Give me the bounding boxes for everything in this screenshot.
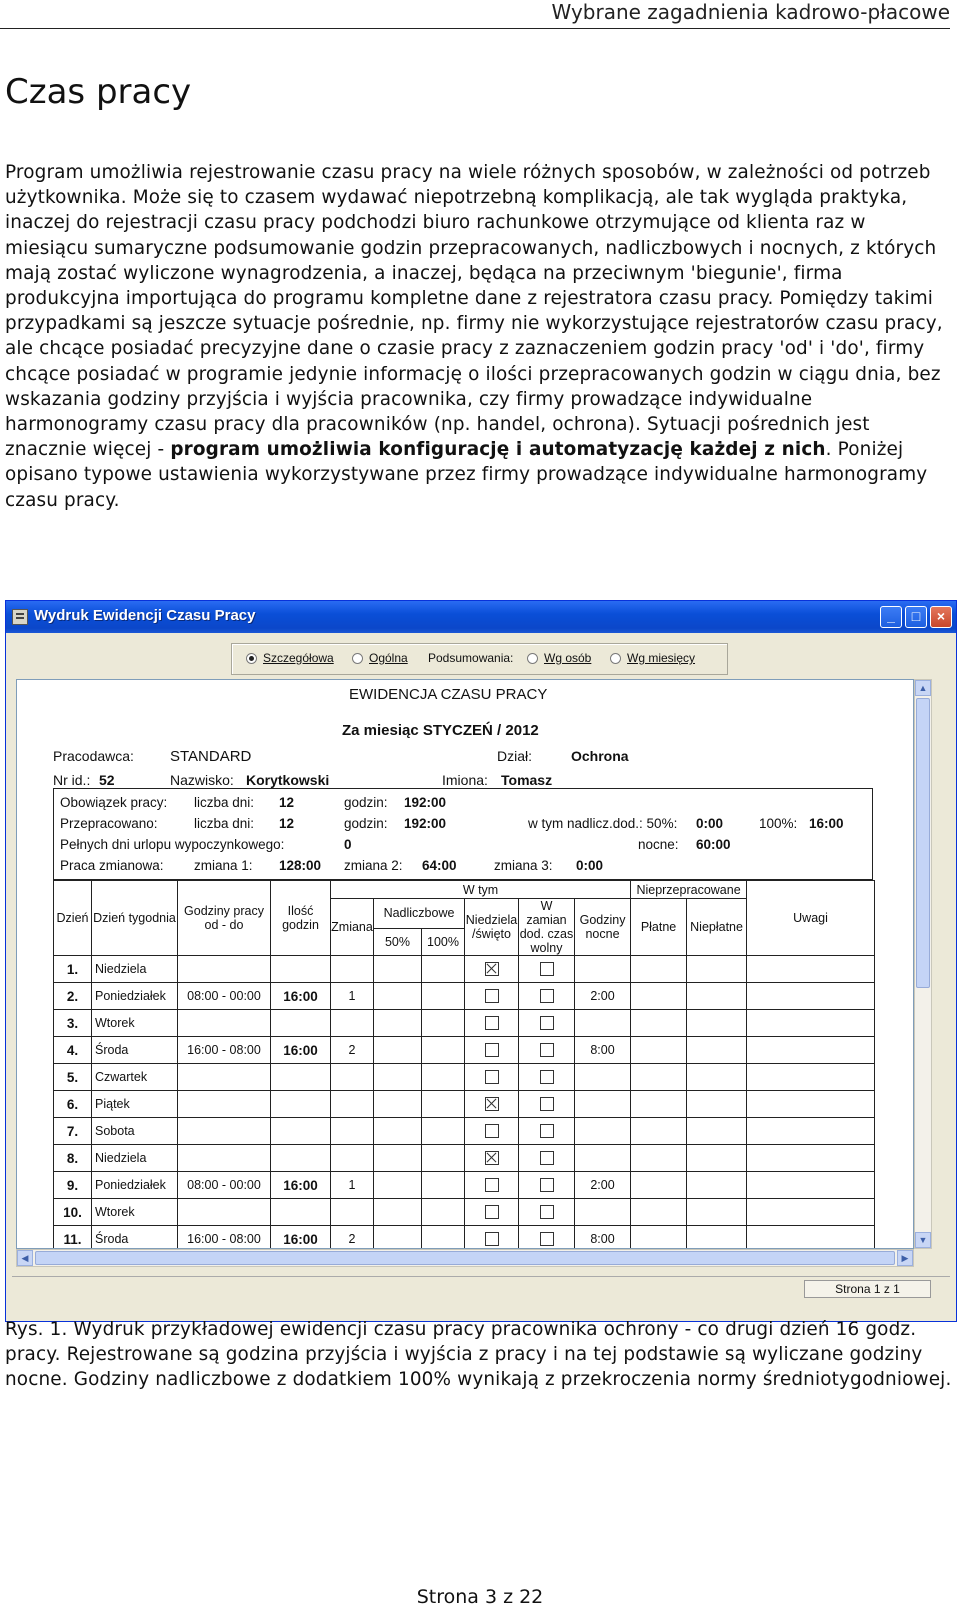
col-nieprzepracowane: Nieprzepracowane (631, 881, 747, 899)
col-godziny-pracy: Godziny pracy od - do (178, 881, 271, 956)
row-unpaid (687, 1145, 747, 1172)
radio-szczegolowa[interactable] (246, 653, 257, 664)
row-overtime-100 (422, 1064, 465, 1091)
col-w-tym: W tym (331, 881, 631, 899)
row-holiday-checkbox (465, 1037, 519, 1064)
row-paid (631, 1010, 687, 1037)
obowiazek-godzin-value: 192:00 (404, 795, 447, 810)
close-button[interactable]: × (930, 606, 952, 628)
row-free-time-checkbox (519, 1091, 575, 1118)
report-title: EWIDENCJA CZASU PRACY (349, 686, 548, 703)
row-free-time-checkbox (519, 1145, 575, 1172)
checked-box-icon (485, 1097, 499, 1111)
row-unpaid (687, 956, 747, 983)
row-night-hours: 2:00 (575, 1172, 631, 1199)
table-row (54, 1118, 875, 1145)
row-night-hours (575, 1091, 631, 1118)
nocne-label: nocne: (638, 837, 679, 852)
table-row (54, 956, 875, 983)
intro-text-2: . Poniżej opisano typowe ustawienia wykorzystywane przez firmy prowadzące indywidualne harmonogramy czasu pracy. (5, 439, 928, 511)
empty-box-icon (540, 1016, 554, 1030)
row-free-time-checkbox (519, 1010, 575, 1037)
vertical-scroll-thumb[interactable] (916, 698, 930, 988)
row-overtime-50 (374, 1199, 422, 1226)
row-shift: 1 (331, 1172, 374, 1199)
table-row (54, 1037, 875, 1064)
row-overtime-50 (374, 1118, 422, 1145)
row-free-time-checkbox (519, 1064, 575, 1091)
row-paid (631, 1064, 687, 1091)
row-day-of-week: Środa (92, 1226, 178, 1250)
row-free-time-checkbox (519, 983, 575, 1010)
row-paid (631, 1037, 687, 1064)
row-overtime-100 (422, 1226, 465, 1250)
intro-paragraph (5, 160, 950, 513)
row-night-hours (575, 1118, 631, 1145)
empty-box-icon (540, 1097, 554, 1111)
row-overtime-100 (422, 1145, 465, 1172)
row-hours-from-to (178, 1145, 271, 1172)
row-unpaid (687, 1010, 747, 1037)
row-free-time-checkbox (519, 1226, 575, 1250)
empty-box-icon (540, 1205, 554, 1219)
row-hours-from-to: 08:00 - 00:00 (178, 1172, 271, 1199)
option-szczegolowa-label[interactable]: Szczegółowa (263, 651, 334, 665)
col-godziny-nocne: Godziny nocne (575, 899, 631, 956)
row-shift (331, 1064, 374, 1091)
row-paid (631, 1172, 687, 1199)
summary-box (53, 788, 873, 880)
pracodawca-value: STANDARD (170, 748, 252, 765)
pracodawca-label: Pracodawca: (53, 748, 134, 764)
row-day-number: 4. (54, 1037, 92, 1064)
row-unpaid (687, 983, 747, 1010)
row-paid (631, 1226, 687, 1250)
row-holiday-checkbox (465, 1010, 519, 1037)
row-night-hours: 8:00 (575, 1226, 631, 1250)
row-holiday-checkbox (465, 983, 519, 1010)
row-notes (747, 1064, 875, 1091)
scroll-up-icon[interactable]: ▲ (915, 680, 931, 696)
minimize-button[interactable]: _ (880, 606, 902, 628)
row-unpaid (687, 1172, 747, 1199)
zmiana3-value: 0:00 (576, 858, 604, 873)
report-options (231, 643, 728, 675)
window-titlebar[interactable] (6, 601, 956, 633)
table-row (54, 1145, 875, 1172)
row-overtime-50 (374, 983, 422, 1010)
table-row (54, 1226, 875, 1250)
checked-box-icon (485, 962, 499, 976)
zmiana2-value: 64:00 (422, 858, 457, 873)
row-hours-from-to: 16:00 - 08:00 (178, 1226, 271, 1250)
col-dzien: Dzień (54, 881, 92, 956)
row-day-number: 5. (54, 1064, 92, 1091)
checked-box-icon (485, 1151, 499, 1165)
row-shift (331, 1010, 374, 1037)
urlop-value: 0 (344, 837, 352, 852)
przepracowano-godzin-label: godzin: (344, 816, 388, 831)
row-day-of-week: Niedziela (92, 1145, 178, 1172)
row-unpaid (687, 1118, 747, 1145)
option-wg-miesiecy-label[interactable]: Wg miesięcy (627, 651, 696, 665)
row-day-of-week: Poniedziałek (92, 983, 178, 1010)
podsumowania-label: Podsumowania: (428, 651, 514, 665)
row-day-of-week: Wtorek (92, 1010, 178, 1037)
row-night-hours: 8:00 (575, 1037, 631, 1064)
row-holiday-checkbox (465, 1091, 519, 1118)
nrid-value: 52 (99, 772, 115, 788)
horizontal-scroll-thumb[interactable] (35, 1251, 895, 1265)
row-holiday-checkbox (465, 1172, 519, 1199)
row-overtime-100 (422, 956, 465, 983)
row-hours-total: 16:00 (271, 1226, 331, 1250)
obowiazek-dni-value: 12 (279, 795, 295, 810)
row-day-number: 8. (54, 1145, 92, 1172)
status-divider (12, 1276, 950, 1277)
empty-box-icon (540, 1124, 554, 1138)
row-free-time-checkbox (519, 1037, 575, 1064)
row-unpaid (687, 1064, 747, 1091)
nazwisko-label: Nazwisko: (170, 772, 234, 788)
empty-box-icon (540, 989, 554, 1003)
report-window (5, 600, 957, 1322)
option-wg-osob-label[interactable]: Wg osób (544, 651, 592, 665)
row-day-number: 6. (54, 1091, 92, 1118)
row-hours-total (271, 1010, 331, 1037)
zmiana2-label: zmiana 2: (344, 858, 403, 873)
row-notes (747, 1091, 875, 1118)
row-overtime-50 (374, 1064, 422, 1091)
row-shift: 2 (331, 1037, 374, 1064)
row-overtime-100 (422, 1091, 465, 1118)
figure-caption: Rys. 1. Wydruk przykładowej ewidencji czasu pracy pracownika ochrony - co drugi dzień 16 godz. pracy. Rejestrowane są godzina przyjścia i wyjścia z pracy i na tej podstawie są wyliczane godziny nocne. Godziny nadliczbowe z dodatkiem 100% wynikają z przekroczenia normy średniotygodniowej. (5, 1319, 952, 1390)
row-overtime-100 (422, 1172, 465, 1199)
row-day-number: 7. (54, 1118, 92, 1145)
row-overtime-50 (374, 1145, 422, 1172)
row-overtime-100 (422, 1199, 465, 1226)
row-paid (631, 1118, 687, 1145)
zmiana1-value: 128:00 (279, 858, 322, 873)
zmiana3-label: zmiana 3: (494, 858, 553, 873)
row-hours-total (271, 1064, 331, 1091)
przepracowano-label: Przepracowano: (60, 816, 158, 831)
report-preview[interactable] (16, 679, 914, 1249)
urlop-label: Pełnych dni urlopu wypoczynkowego: (60, 837, 285, 852)
row-overtime-50 (374, 1172, 422, 1199)
row-overtime-50 (374, 1010, 422, 1037)
obowiazek-label: Obowiązek pracy: (60, 795, 168, 810)
row-hours-total (271, 1091, 331, 1118)
radio-ogolna[interactable] (352, 653, 363, 664)
radio-wg-miesiecy[interactable] (610, 653, 621, 664)
table-row (54, 1091, 875, 1118)
header-text: Wybrane zagadnienia kadrowo-płacowe (551, 0, 950, 24)
row-paid (631, 956, 687, 983)
row-hours-from-to: 08:00 - 00:00 (178, 983, 271, 1010)
row-hours-from-to (178, 956, 271, 983)
row-hours-total (271, 956, 331, 983)
row-notes (747, 1037, 875, 1064)
row-night-hours (575, 1010, 631, 1037)
timesheet-table (53, 880, 875, 1249)
row-shift (331, 1091, 374, 1118)
empty-box-icon (540, 1151, 554, 1165)
row-notes (747, 983, 875, 1010)
imiona-value: Tomasz (501, 772, 553, 788)
empty-box-icon (485, 1043, 499, 1057)
row-overtime-100 (422, 1037, 465, 1064)
col-100: 100% (422, 928, 465, 955)
nocne-value: 60:00 (696, 837, 731, 852)
row-notes (747, 1199, 875, 1226)
col-zmiana: Zmiana (331, 899, 374, 956)
obowiazek-dni-label: liczba dni: (194, 795, 255, 810)
empty-box-icon (485, 1178, 499, 1192)
row-day-of-week: Środa (92, 1037, 178, 1064)
przepracowano-dni-value: 12 (279, 816, 295, 831)
zmiana1-label: zmiana 1: (194, 858, 253, 873)
empty-box-icon (485, 1124, 499, 1138)
row-hours-total: 16:00 (271, 983, 331, 1010)
col-platne: Płatne (631, 899, 687, 956)
col-nadliczbowe: Nadliczbowe (374, 899, 465, 929)
row-hours-from-to: 16:00 - 08:00 (178, 1037, 271, 1064)
nrid-label: Nr id.: (53, 772, 91, 788)
row-paid (631, 1199, 687, 1226)
row-notes (747, 1226, 875, 1250)
table-row (54, 1064, 875, 1091)
row-day-number: 2. (54, 983, 92, 1010)
row-overtime-50 (374, 1226, 422, 1250)
row-unpaid (687, 1226, 747, 1250)
nadlicz-100-value: 16:00 (809, 816, 844, 831)
empty-box-icon (485, 1016, 499, 1030)
empty-box-icon (485, 1205, 499, 1219)
table-row (54, 1010, 875, 1037)
row-paid (631, 1145, 687, 1172)
col-ilosc-godzin: Ilość godzin (271, 881, 331, 956)
nadlicz-50-value: 0:00 (696, 816, 724, 831)
row-shift: 2 (331, 1226, 374, 1250)
nadlicz-label: w tym nadlicz.dod.: 50%: (528, 816, 678, 831)
row-overtime-100 (422, 1118, 465, 1145)
empty-box-icon (540, 1043, 554, 1057)
col-nieplatne: Niepłatne (687, 899, 747, 956)
row-notes (747, 1118, 875, 1145)
row-holiday-checkbox (465, 956, 519, 983)
row-day-of-week: Poniedziałek (92, 1172, 178, 1199)
row-holiday-checkbox (465, 1226, 519, 1250)
nadlicz-100-label: 100%: (759, 816, 798, 831)
row-shift (331, 1118, 374, 1145)
row-free-time-checkbox (519, 1199, 575, 1226)
row-paid (631, 1091, 687, 1118)
empty-box-icon (540, 1232, 554, 1246)
obowiazek-godzin-label: godzin: (344, 795, 388, 810)
table-row (54, 1199, 875, 1226)
empty-box-icon (485, 989, 499, 1003)
zmianowa-label: Praca zmianowa: (60, 858, 164, 873)
row-holiday-checkbox (465, 1145, 519, 1172)
vertical-scrollbar[interactable] (914, 679, 932, 1249)
row-day-number: 9. (54, 1172, 92, 1199)
page-status: Strona 1 z 1 (804, 1280, 931, 1298)
row-notes (747, 1010, 875, 1037)
row-day-number: 1. (54, 956, 92, 983)
row-shift (331, 1145, 374, 1172)
row-hours-total (271, 1145, 331, 1172)
row-overtime-50 (374, 1037, 422, 1064)
radio-wg-osob[interactable] (527, 653, 538, 664)
row-hours-from-to (178, 1010, 271, 1037)
table-row (54, 1172, 875, 1199)
col-50: 50% (374, 928, 422, 955)
col-niedziela-swieto: Niedziela /święto (465, 899, 519, 956)
page-footer: Strona 3 z 22 (416, 1586, 544, 1608)
empty-box-icon (540, 1070, 554, 1084)
row-shift: 1 (331, 983, 374, 1010)
nazwisko-value: Korytkowski (246, 772, 330, 788)
row-night-hours (575, 1064, 631, 1091)
app-icon (12, 609, 28, 625)
row-notes (747, 1172, 875, 1199)
scroll-left-icon[interactable]: ◀ (17, 1250, 33, 1266)
row-unpaid (687, 1199, 747, 1226)
row-overtime-100 (422, 983, 465, 1010)
row-holiday-checkbox (465, 1118, 519, 1145)
horizontal-scrollbar[interactable] (16, 1249, 914, 1267)
row-day-of-week: Piątek (92, 1091, 178, 1118)
row-shift (331, 1199, 374, 1226)
option-ogolna-label[interactable]: Ogólna (369, 651, 408, 665)
col-w-zamian: W zamian dod. czas wolny (519, 899, 574, 955)
row-hours-from-to (178, 1199, 271, 1226)
scroll-down-icon[interactable]: ▼ (915, 1232, 931, 1248)
scroll-right-icon[interactable]: ▶ (897, 1250, 913, 1266)
row-hours-from-to (178, 1064, 271, 1091)
row-day-number: 10. (54, 1199, 92, 1226)
row-overtime-100 (422, 1010, 465, 1037)
col-dzien-tygodnia: Dzień tygodnia (92, 881, 178, 956)
empty-box-icon (485, 1232, 499, 1246)
row-holiday-checkbox (465, 1064, 519, 1091)
row-paid (631, 983, 687, 1010)
imiona-label: Imiona: (442, 772, 488, 788)
empty-box-icon (540, 962, 554, 976)
row-unpaid (687, 1091, 747, 1118)
dzial-value: Ochrona (571, 748, 629, 764)
intro-text-1: Program umożliwia rejestrowanie czasu pracy na wiele różnych sposobów, w zależności od potrzeb użytkownika. Może się to czasem wydawać niepotrzebną komplikacją, ale tak wygląda praktyka, inaczej do rejestracji czasu pracy podchodzi biuro rachunkowe otrzymujące od klienta raz w miesiącu sumaryczne podsumowanie godzin przepracowanych, nadliczbowych i nocnych, z których mają zostać wyliczone wynagrodzenia, a inaczej, będąca na przeciwnym 'biegunie', firma produkcyjna importująca do programu kompletne dane z rejestratora czasu pracy. Pomiędzy takimi przypadkami są jeszcze sytuacje pośrednie, np. firmy nie wykorzystujące rejestratorów czasu pracy, ale chcące posiadać precyzyjne dane o czasie pracy z zaznaczeniem godzin pracy 'od' i 'do', firmy chcące posiadać w programie jedynie informację o ilości przepracowanych godzin w ciągu dnia, bez wskazania godziny przyjścia i wyjścia pracownika, czy firmy prowadzące indywidualne harmonogramy czasu pracy dla pracowników (np. handel, ochrona). Sytuacji pośrednich jest znacznie więcej - (5, 162, 943, 461)
row-night-hours (575, 1145, 631, 1172)
row-free-time-checkbox (519, 956, 575, 983)
row-unpaid (687, 1037, 747, 1064)
empty-box-icon (540, 1178, 554, 1192)
row-night-hours: 2:00 (575, 983, 631, 1010)
report-subtitle: Za miesiąc STYCZEŃ / 2012 (342, 722, 539, 739)
row-hours-total: 16:00 (271, 1037, 331, 1064)
przepracowano-godzin-value: 192:00 (404, 816, 447, 831)
row-day-number: 3. (54, 1010, 92, 1037)
window-title: Wydruk Ewidencji Czasu Pracy (34, 607, 256, 624)
row-hours-total (271, 1118, 331, 1145)
row-hours-total: 16:00 (271, 1172, 331, 1199)
row-free-time-checkbox (519, 1172, 575, 1199)
table-row (54, 983, 875, 1010)
intro-bold-text: program umożliwia konfigurację i automatyzację każdej z nich (170, 439, 826, 461)
row-shift (331, 956, 374, 983)
row-day-of-week: Sobota (92, 1118, 178, 1145)
row-free-time-checkbox (519, 1118, 575, 1145)
row-hours-from-to (178, 1118, 271, 1145)
row-day-of-week: Niedziela (92, 956, 178, 983)
row-overtime-50 (374, 1091, 422, 1118)
row-night-hours (575, 956, 631, 983)
dzial-label: Dział: (497, 748, 533, 764)
row-day-number: 11. (54, 1226, 92, 1250)
row-overtime-50 (374, 956, 422, 983)
row-notes (747, 1145, 875, 1172)
przepracowano-dni-label: liczba dni: (194, 816, 255, 831)
empty-box-icon (485, 1070, 499, 1084)
maximize-button[interactable]: □ (905, 606, 927, 628)
row-day-of-week: Czwartek (92, 1064, 178, 1091)
row-hours-from-to (178, 1091, 271, 1118)
row-holiday-checkbox (465, 1199, 519, 1226)
row-night-hours (575, 1199, 631, 1226)
page-header (0, 0, 950, 29)
page-title: Czas pracy (5, 72, 192, 112)
row-day-of-week: Wtorek (92, 1199, 178, 1226)
col-uwagi: Uwagi (747, 881, 875, 956)
row-hours-total (271, 1199, 331, 1226)
row-notes (747, 956, 875, 983)
status-bar (6, 1274, 956, 1300)
